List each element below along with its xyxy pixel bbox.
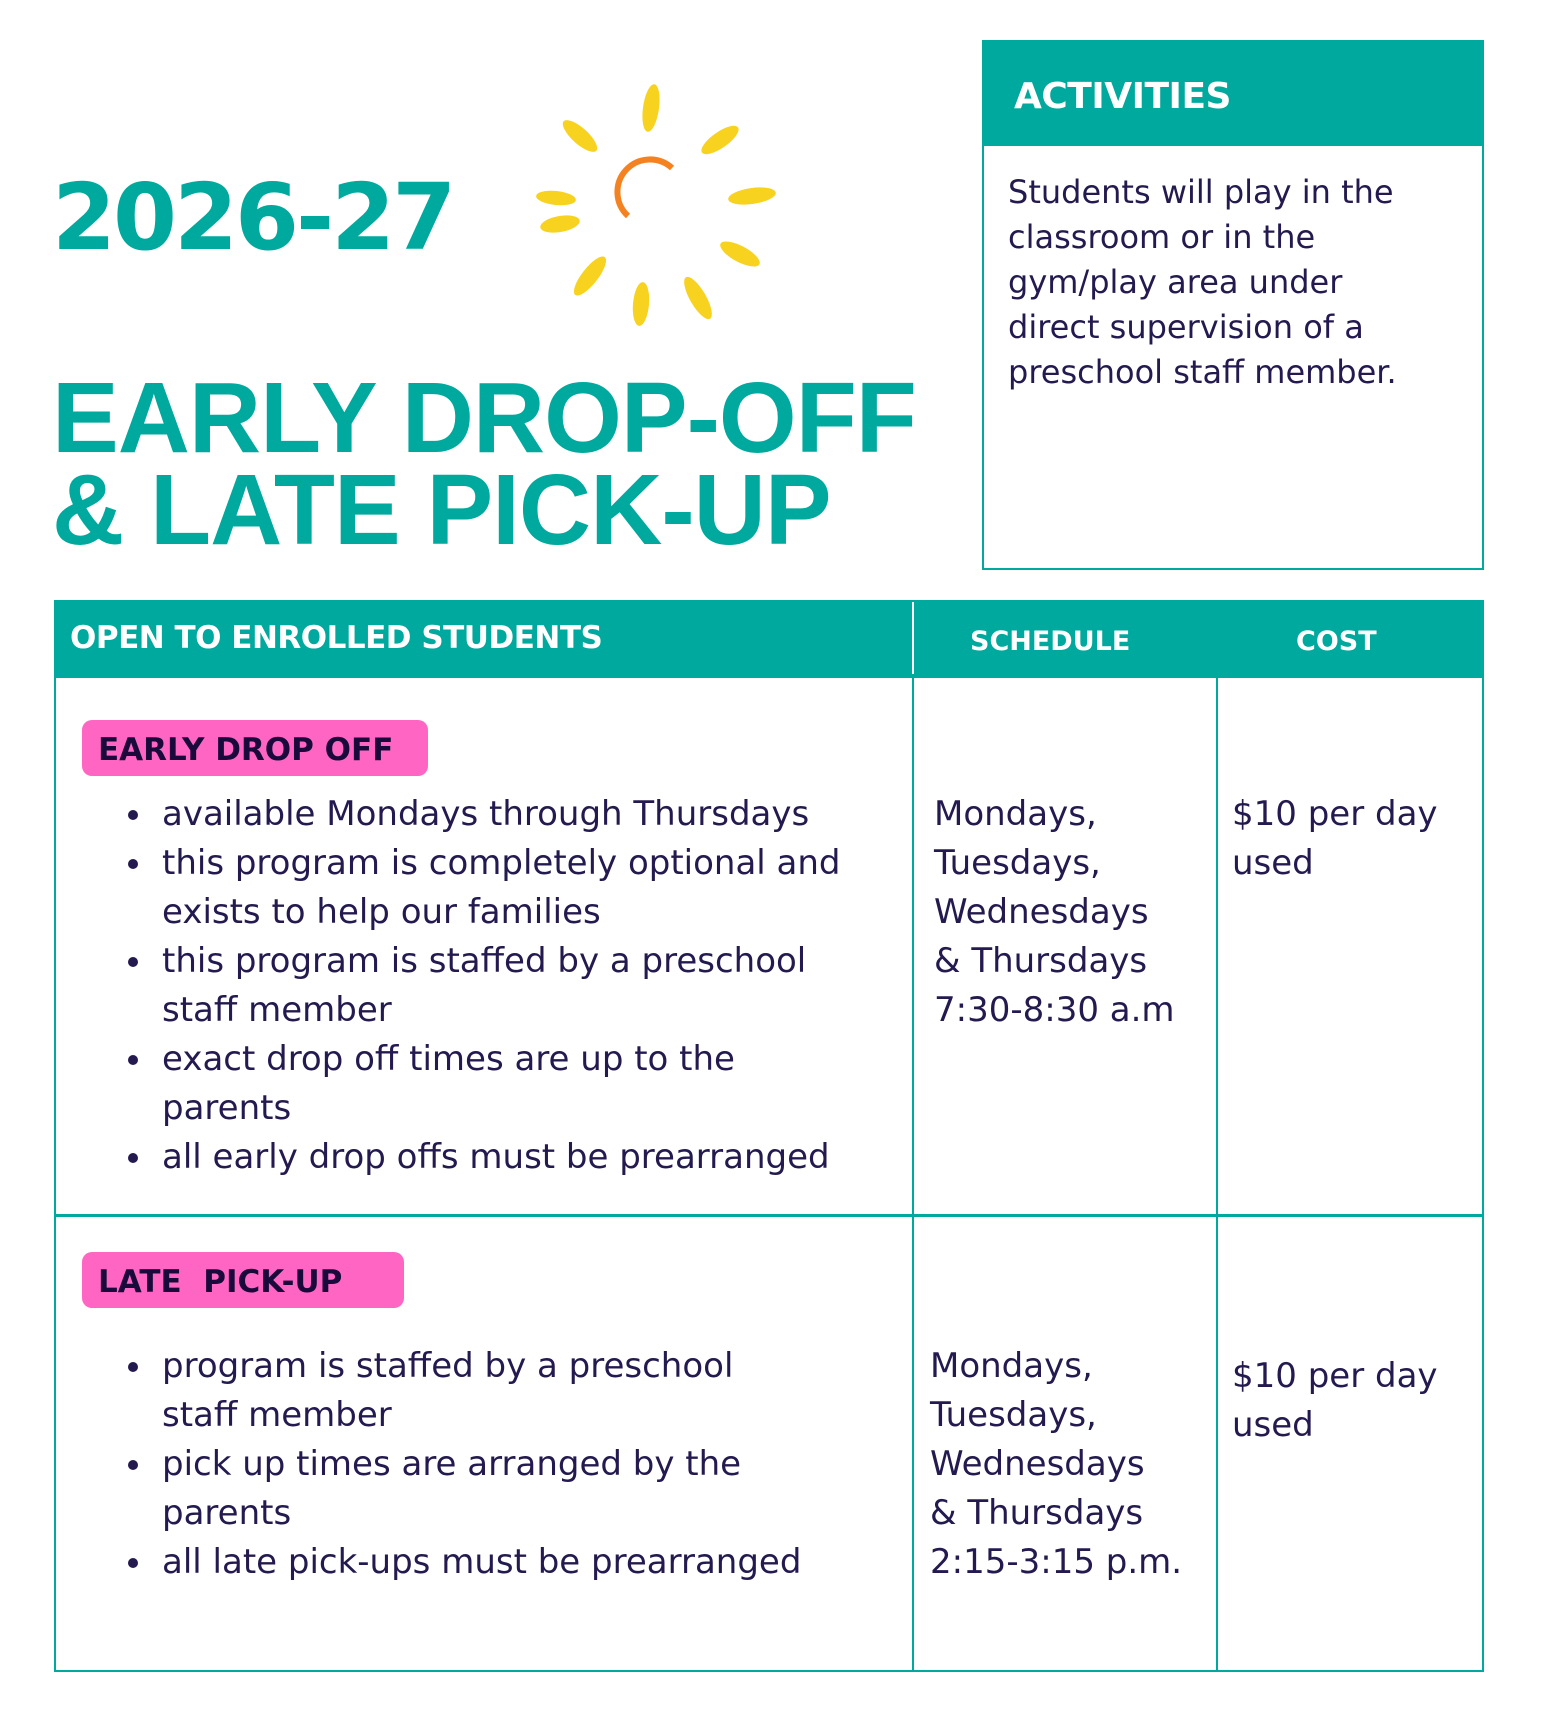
late-pick-up-schedule — [930, 1342, 1182, 1587]
late-pick-up-cost — [1232, 1352, 1438, 1450]
list-item-line: all late pick-ups must be prearranged — [162, 1542, 802, 1582]
activities-line: direct supervision of a — [1008, 308, 1364, 346]
sun-logo-icon — [520, 78, 782, 340]
cost-line: $10 per day — [1232, 1356, 1438, 1396]
main-title — [52, 362, 916, 566]
list-item-line: this program is staffed by a preschool — [162, 941, 807, 981]
late-pick-up-badge: LATE PICK-UP — [82, 1252, 404, 1308]
title-line-1: EARLY DROP-OFF — [52, 362, 916, 474]
activities-line: preschool staff member. — [1008, 353, 1397, 391]
cost-line: used — [1232, 843, 1314, 883]
list-item-line: all early drop offs must be prearranged — [162, 1137, 830, 1177]
early-drop-off-list — [118, 790, 908, 1182]
schedule-line: & Thursdays — [930, 1493, 1144, 1533]
program-table — [54, 600, 1484, 1672]
header-schedule: SCHEDULE — [970, 626, 1131, 657]
table-header — [56, 602, 1482, 678]
schedule-line: Tuesdays, — [930, 1395, 1097, 1435]
activities-box — [982, 40, 1484, 570]
cost-line: $10 per day — [1232, 794, 1438, 834]
schedule-line: Wednesdays — [934, 892, 1149, 932]
cost-line: used — [1232, 1405, 1314, 1445]
list-item — [118, 937, 908, 1035]
activities-title: ACTIVITIES — [984, 42, 1482, 146]
early-drop-off-schedule — [934, 790, 1175, 1035]
row-divider — [56, 1214, 1482, 1217]
list-item — [118, 1133, 908, 1182]
early-drop-off-badge: EARLY DROP OFF — [82, 720, 428, 776]
list-item-line: program is staffed by a preschool — [162, 1346, 734, 1386]
schedule-line: 2:15-3:15 p.m. — [930, 1542, 1183, 1582]
activities-line: classroom or in the — [1008, 218, 1316, 256]
list-item-line: parents — [162, 1088, 292, 1128]
activities-line: gym/play area under — [1008, 263, 1343, 301]
list-item — [118, 839, 908, 937]
schedule-line: Mondays, — [934, 794, 1097, 834]
list-item-line: available Mondays through Thursdays — [162, 794, 810, 834]
list-item-line: pick up times are arranged by the — [162, 1444, 742, 1484]
year-heading: 2026-27 — [52, 164, 454, 271]
list-item — [118, 1342, 908, 1440]
list-item-line: this program is completely optional and — [162, 843, 841, 883]
list-item — [118, 1035, 908, 1133]
column-divider — [1216, 602, 1218, 1670]
activities-line: Students will play in the — [1008, 173, 1394, 211]
header-program: OPEN TO ENROLLED STUDENTS — [70, 620, 603, 656]
schedule-line: Tuesdays, — [934, 843, 1101, 883]
list-item-line: parents — [162, 1493, 292, 1533]
list-item — [118, 1440, 908, 1538]
header-cost: COST — [1296, 626, 1377, 657]
schedule-line: Mondays, — [930, 1346, 1093, 1386]
column-divider — [912, 602, 914, 1670]
title-line-2: & LATE PICK-UP — [52, 454, 831, 566]
list-item — [118, 790, 908, 839]
list-item — [118, 1538, 908, 1587]
list-item-line: exact drop off times are up to the — [162, 1039, 735, 1079]
schedule-line: Wednesdays — [930, 1444, 1145, 1484]
list-item-line: exists to help our families — [162, 892, 601, 932]
early-drop-off-cost — [1232, 790, 1438, 888]
list-item-line: staff member — [162, 1395, 392, 1435]
late-pick-up-list — [118, 1342, 908, 1587]
schedule-line: & Thursdays — [934, 941, 1148, 981]
activities-text — [984, 146, 1482, 395]
list-item-line: staff member — [162, 990, 392, 1030]
schedule-line: 7:30-8:30 a.m — [934, 990, 1175, 1030]
